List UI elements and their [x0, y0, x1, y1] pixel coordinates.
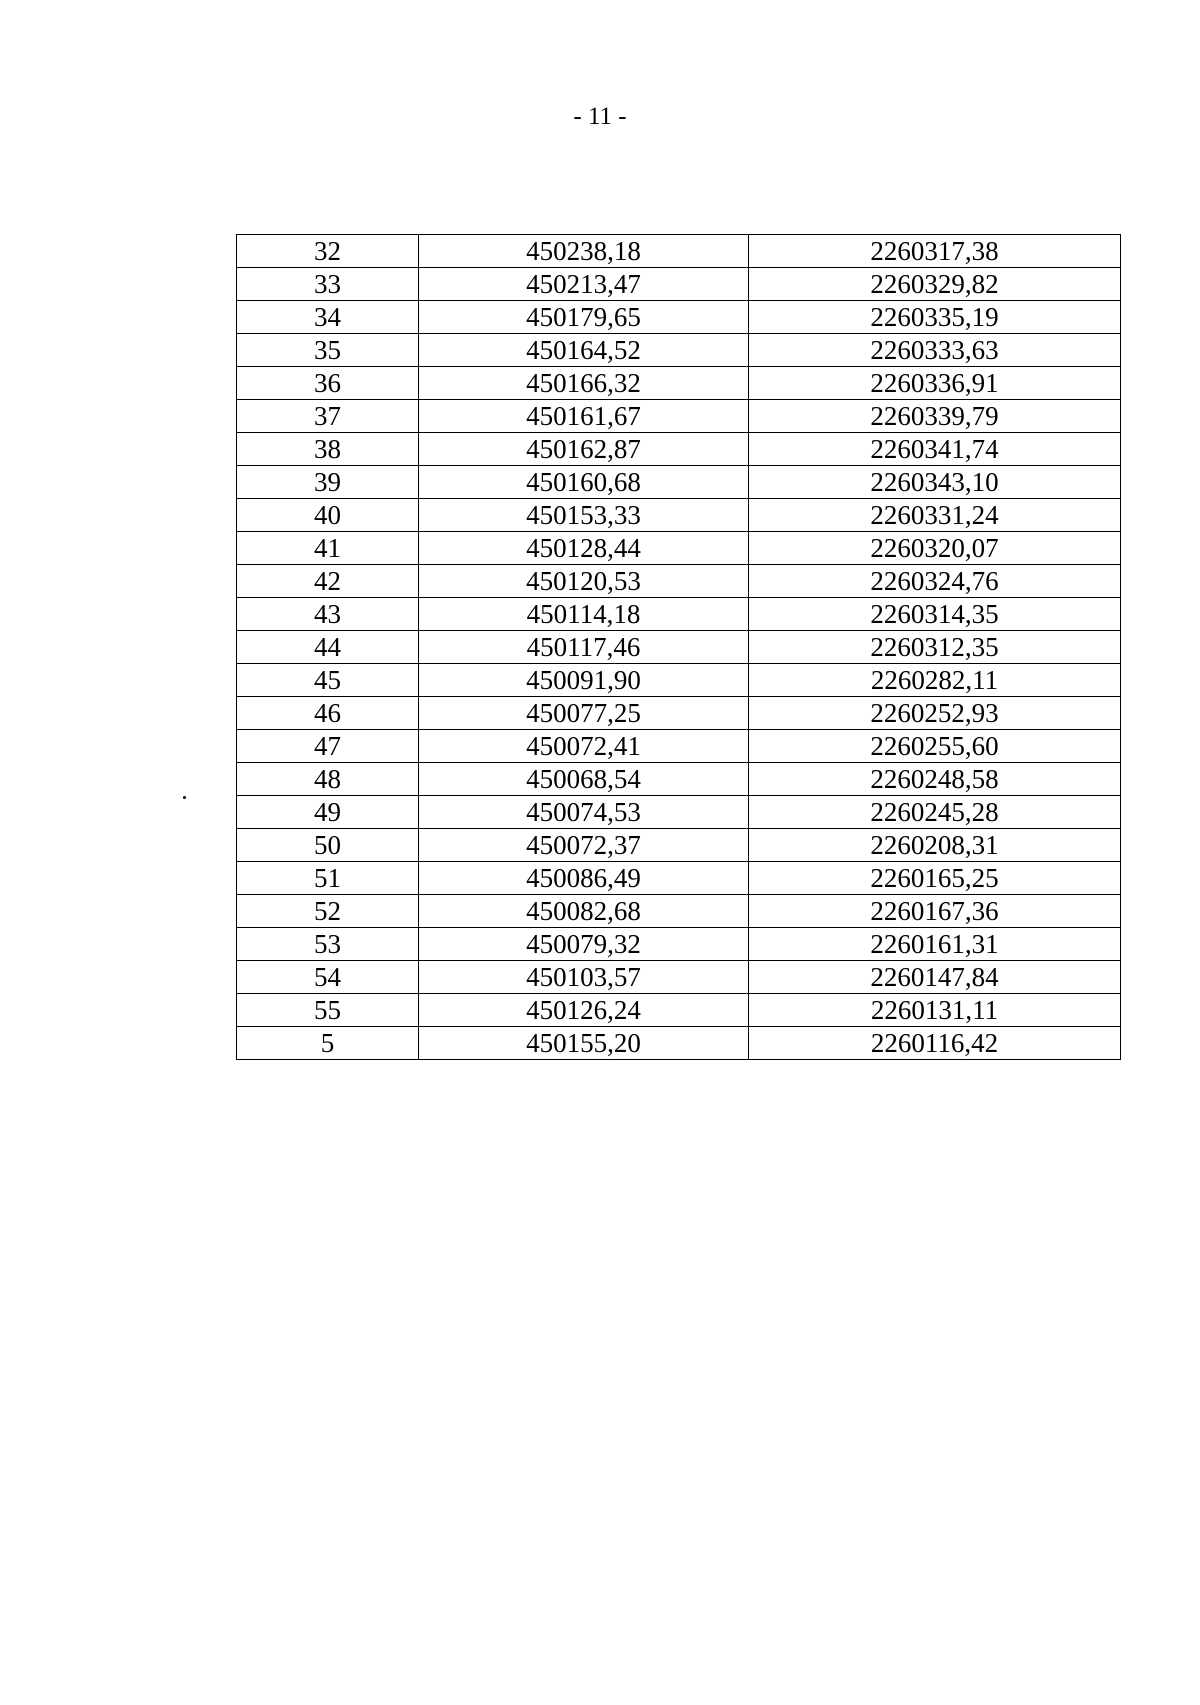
point-number-cell: 36	[237, 367, 419, 400]
table-row	[237, 895, 1121, 928]
x-coordinate-cell: 450164,52	[419, 334, 749, 367]
x-coordinate-cell: 450166,32	[419, 367, 749, 400]
table-row	[237, 1027, 1121, 1060]
table-row	[237, 862, 1121, 895]
y-coordinate-cell: 2260324,76	[749, 565, 1121, 598]
table-row	[237, 697, 1121, 730]
table-row	[237, 664, 1121, 697]
point-number-cell: 32	[237, 235, 419, 268]
point-number-cell: 33	[237, 268, 419, 301]
point-number-cell: 37	[237, 400, 419, 433]
table-row	[237, 334, 1121, 367]
table-row	[237, 466, 1121, 499]
x-coordinate-cell: 450162,87	[419, 433, 749, 466]
table-row	[237, 268, 1121, 301]
x-coordinate-cell: 450072,41	[419, 730, 749, 763]
y-coordinate-cell: 2260343,10	[749, 466, 1121, 499]
y-coordinate-cell: 2260248,58	[749, 763, 1121, 796]
x-coordinate-cell: 450120,53	[419, 565, 749, 598]
table-row	[237, 796, 1121, 829]
table-row	[237, 433, 1121, 466]
x-coordinate-cell: 450091,90	[419, 664, 749, 697]
scan-speck	[183, 796, 186, 799]
page-number: - 11 -	[573, 103, 627, 130]
point-number-cell: 44	[237, 631, 419, 664]
y-coordinate-cell: 2260255,60	[749, 730, 1121, 763]
y-coordinate-cell: 2260245,28	[749, 796, 1121, 829]
x-coordinate-cell: 450103,57	[419, 961, 749, 994]
x-coordinate-cell: 450079,32	[419, 928, 749, 961]
x-coordinate-cell: 450161,67	[419, 400, 749, 433]
table-row	[237, 730, 1121, 763]
table-row	[237, 994, 1121, 1027]
x-coordinate-cell: 450160,68	[419, 466, 749, 499]
x-coordinate-cell: 450068,54	[419, 763, 749, 796]
y-coordinate-cell: 2260317,38	[749, 235, 1121, 268]
point-number-cell: 54	[237, 961, 419, 994]
point-number-cell: 43	[237, 598, 419, 631]
x-coordinate-cell: 450072,37	[419, 829, 749, 862]
coordinates-table-body	[237, 235, 1121, 1060]
point-number-cell: 42	[237, 565, 419, 598]
y-coordinate-cell: 2260314,35	[749, 598, 1121, 631]
x-coordinate-cell: 450074,53	[419, 796, 749, 829]
table-row	[237, 961, 1121, 994]
point-number-cell: 40	[237, 499, 419, 532]
y-coordinate-cell: 2260131,11	[749, 994, 1121, 1027]
point-number-cell: 45	[237, 664, 419, 697]
point-number-cell: 35	[237, 334, 419, 367]
x-coordinate-cell: 450077,25	[419, 697, 749, 730]
point-number-cell: 5	[237, 1027, 419, 1060]
y-coordinate-cell: 2260320,07	[749, 532, 1121, 565]
table-row	[237, 301, 1121, 334]
point-number-cell: 53	[237, 928, 419, 961]
x-coordinate-cell: 450117,46	[419, 631, 749, 664]
point-number-cell: 47	[237, 730, 419, 763]
point-number-cell: 38	[237, 433, 419, 466]
y-coordinate-cell: 2260312,35	[749, 631, 1121, 664]
table-row	[237, 235, 1121, 268]
y-coordinate-cell: 2260208,31	[749, 829, 1121, 862]
point-number-cell: 50	[237, 829, 419, 862]
point-number-cell: 39	[237, 466, 419, 499]
table-row	[237, 829, 1121, 862]
x-coordinate-cell: 450114,18	[419, 598, 749, 631]
y-coordinate-cell: 2260329,82	[749, 268, 1121, 301]
point-number-cell: 41	[237, 532, 419, 565]
table-row	[237, 532, 1121, 565]
y-coordinate-cell: 2260339,79	[749, 400, 1121, 433]
y-coordinate-cell: 2260167,36	[749, 895, 1121, 928]
table-row	[237, 928, 1121, 961]
table-row	[237, 367, 1121, 400]
y-coordinate-cell: 2260333,63	[749, 334, 1121, 367]
point-number-cell: 34	[237, 301, 419, 334]
point-number-cell: 51	[237, 862, 419, 895]
point-number-cell: 48	[237, 763, 419, 796]
coordinates-table	[236, 234, 1121, 1060]
point-number-cell: 52	[237, 895, 419, 928]
y-coordinate-cell: 2260116,42	[749, 1027, 1121, 1060]
y-coordinate-cell: 2260252,93	[749, 697, 1121, 730]
y-coordinate-cell: 2260341,74	[749, 433, 1121, 466]
point-number-cell: 55	[237, 994, 419, 1027]
y-coordinate-cell: 2260331,24	[749, 499, 1121, 532]
y-coordinate-cell: 2260282,11	[749, 664, 1121, 697]
y-coordinate-cell: 2260336,91	[749, 367, 1121, 400]
table-row	[237, 565, 1121, 598]
point-number-cell: 49	[237, 796, 419, 829]
y-coordinate-cell: 2260165,25	[749, 862, 1121, 895]
table-row	[237, 631, 1121, 664]
x-coordinate-cell: 450082,68	[419, 895, 749, 928]
point-number-cell: 46	[237, 697, 419, 730]
y-coordinate-cell: 2260161,31	[749, 928, 1121, 961]
x-coordinate-cell: 450238,18	[419, 235, 749, 268]
x-coordinate-cell: 450153,33	[419, 499, 749, 532]
x-coordinate-cell: 450126,24	[419, 994, 749, 1027]
table-row	[237, 499, 1121, 532]
x-coordinate-cell: 450179,65	[419, 301, 749, 334]
x-coordinate-cell: 450128,44	[419, 532, 749, 565]
table-row	[237, 763, 1121, 796]
table-row	[237, 598, 1121, 631]
x-coordinate-cell: 450213,47	[419, 268, 749, 301]
y-coordinate-cell: 2260147,84	[749, 961, 1121, 994]
x-coordinate-cell: 450086,49	[419, 862, 749, 895]
x-coordinate-cell: 450155,20	[419, 1027, 749, 1060]
table-row	[237, 400, 1121, 433]
y-coordinate-cell: 2260335,19	[749, 301, 1121, 334]
